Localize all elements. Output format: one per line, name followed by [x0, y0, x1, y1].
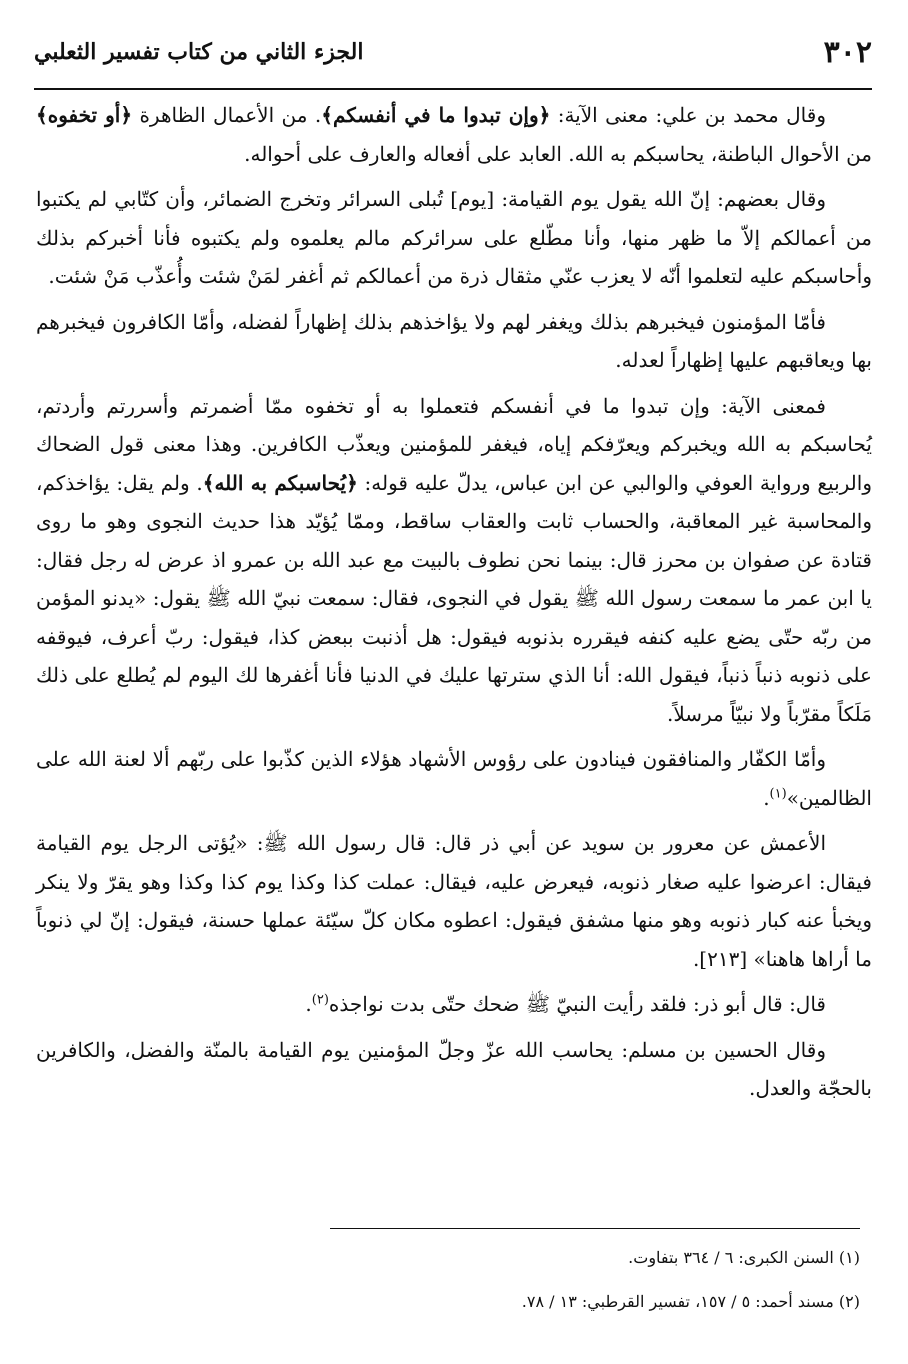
paragraph-1-text-a: وقال محمد بن علي: معنى الآية: — [550, 103, 826, 127]
main-text — [36, 96, 872, 1115]
paragraph-6: الأعمش عن معرور بن سويد عن أبي ذر قال: قال رسول الله ﷺ: «يُؤتى الرجل يوم القيامة فيقال: اعرضوا عليه صغار ذنوبه، فيعرض عليه، فيقال: عملت كذا وكذا يوم كذا وكذا وهو يقرّ ولا ينكر ويخبأ عنه كبار ذنوبه وهو منها مشفق فيقول: اعطوه مكان كلّ سيّئة عملها حسنة، فيقول: إنّ لي ذنوباً ما أراها هاهنا» [٢١٣]. — [36, 831, 872, 971]
paragraph-4-text-a: فمعنى الآية: وإن تبدوا ما في أنفسكم فتعملوا به أو تخفوه ممّا أضمرتم وأسررتم وأردتم، يُحاسبكم به الله ويخبركم ويعرّفكم إياه، فيغفر للمؤمنين ويعذّب الكافرين. وهذا معنى قول الضحاك والربيع ورواية العوفي والوالبي عن ابن عباس، يدلّ عليه قوله: — [36, 393, 872, 495]
page-header — [34, 24, 872, 80]
paragraph-4 — [36, 387, 872, 734]
paragraph-4-text-b: . ولم يقل: يؤاخذكم، والمحاسبة غير المعاقبة، والحساب ثابت والعقاب ساقط، وممّا يُؤيّد هذا حديث النجوى وهو ما روى قتادة عن صفوان بن محرز قال: بينما نحن نطوف بالبيت مع عبد الله بن عمرو اذ عرض له رجل فقال: يا ابن عمر ما سمعت رسول الله ﷺ يقول في النجوى، فقال: سمعت نبيّ الله ﷺ يقول: «يدنو المؤمن من ربّه حتّى يضع عليه كنفه فيقرره بذنوبه فيقول: هل أذنبت ببعض كذا، فيقول: ربّ أعرف، فيوقفه على ذنوبه ذنباً ذنباً، فيقول الله: أنا الذي سترتها عليك في الدنيا فأنا أغفرها لك اليوم لم يُطلع على ذلك مَلَكاً مقرّباً ولا نبيّاً مرسلاً. — [36, 470, 872, 726]
paragraph-1-text-c: من الأحوال الباطنة، يحاسبكم به الله. العابد على أفعاله والعارف على أحواله. — [244, 141, 872, 166]
paragraph-7-text: قال: قال أبو ذر: فلقد رأيت النبيّ ﷺ ضحك حتّى بدت نواجذه — [328, 992, 826, 1016]
quran-verse-3: ﴿يُحاسبكم به الله﴾ — [202, 470, 358, 495]
paragraph-1 — [36, 96, 872, 173]
paragraph-5-text: وأمّا الكفّار والمنافقون فينادون على رؤوس الأشهاد هؤلاء الذين كذّبوا على ربّهم ألا لعنة الله على الظالمين» — [36, 747, 872, 810]
footnote-marker-2: (٢) — [311, 992, 329, 1008]
paragraph-2: وقال بعضهم: إنّ الله يقول يوم القيامة: [يوم] تُبلى السرائر وتخرج الضمائر، وأن كتّابي لم يكتبوا من أعمالكم إلاّ ما ظهر منها، وأنا مطّلع على سرائركم مالم يعلموه ولم يكتبوه فأنا أخبركم بذلك وأحاسبكم عليه لتعلموا أنّه لا يعزب عنّي مثقال ذرة من أعمالكم ثم أغفر لمَنْ شئت وأُعذّب مَنْ شئت. — [36, 187, 872, 288]
header-divider — [34, 88, 872, 90]
paragraph-8: وقال الحسين بن مسلم: يحاسب الله عزّ وجلّ المؤمنين يوم القيامة بالمنّة والفضل، والكافرين بالحجّة والعدل. — [36, 1037, 872, 1100]
paragraph-7 — [36, 985, 872, 1024]
paragraph-3: فأمّا المؤمنون فيخبرهم بذلك ويغفر لهم ولا يؤاخذهم بذلك إظهاراً لفضله، وأمّا الكافرون فيخبرهم بها ويعاقبهم عليها إظهاراً لعدله. — [36, 309, 872, 372]
quran-verse-1: ﴿وإن تبدوا ما في أنفسكم﴾ — [321, 103, 551, 127]
footnote-marker-1: (١) — [769, 785, 787, 801]
paragraph-7-end: . — [305, 992, 312, 1016]
footnote-2: (٢) مسند أحمد: ٥ / ١٥٧، تفسير القرطبي: ١٣ / ٧٨. — [521, 1292, 860, 1311]
footnote-divider — [330, 1228, 860, 1229]
paragraph-5-end: . — [763, 785, 770, 810]
quran-verse-2: ﴿أو تخفوه﴾ — [36, 103, 133, 127]
running-title: الجزء الثاني من كتاب تفسير الثعلبي — [34, 39, 364, 65]
paragraph-1-text-b: . من الأعمال الظاهرة — [132, 103, 322, 127]
paragraph-5 — [36, 740, 872, 817]
footnote-1: (١) السنن الكبرى: ٦ / ٣٦٤ بتفاوت. — [628, 1248, 860, 1267]
footnotes — [36, 1236, 860, 1324]
page-number: ٣٠٢ — [823, 34, 872, 70]
